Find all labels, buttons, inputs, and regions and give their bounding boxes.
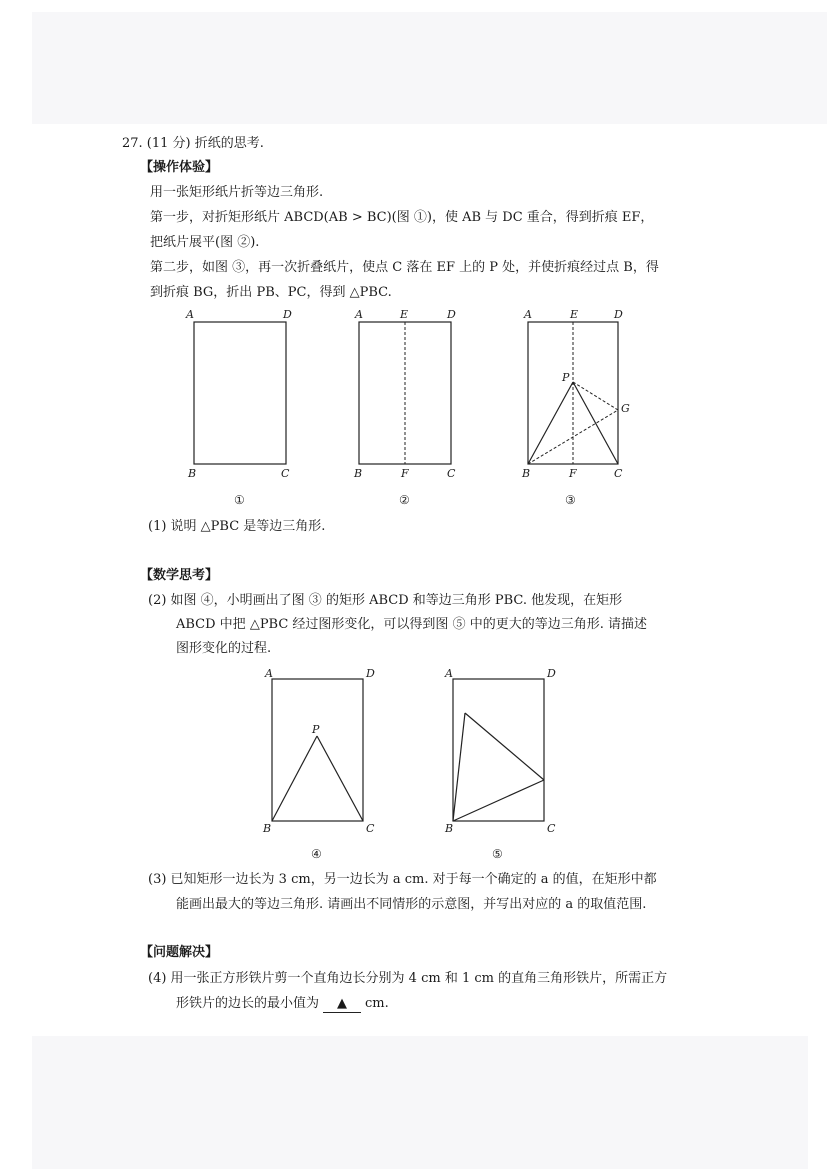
problem-heading: 27. (11 分) 折纸的思考.: [122, 136, 264, 151]
question-1: (1) 说明 △PBC 是等边三角形.: [148, 519, 326, 534]
question-2-line3: 图形变化的过程.: [176, 641, 272, 656]
question-4-line2: [176, 996, 389, 1013]
fig5-label-B: B: [445, 822, 454, 835]
section-solve-title: 【问题解决】: [140, 945, 219, 960]
section-operation-title: 【操作体验】: [140, 160, 219, 175]
step1-line1: 第一步，对折矩形纸片 ABCD(AB > BC)(图 ①)，使 AB 与 DC 重合，得到折痕 EF，: [150, 210, 654, 225]
fig4-caption: ④: [311, 847, 322, 861]
fig1-label-D: D: [283, 308, 292, 321]
step2-line1: 第二步，如图 ③，再一次折叠纸片，使点 C 落在 EF 上的 P 处，并使折痕经过点 B，得: [150, 260, 659, 275]
fig4-label-C: C: [366, 822, 375, 835]
fig3-label-F: F: [569, 467, 577, 480]
section-math-title: 【数学思考】: [140, 568, 219, 583]
figure-5: [444, 667, 556, 861]
answer-blank[interactable]: ▲: [323, 996, 361, 1013]
question-4-prefix: 形铁片的边长的最小值为: [176, 996, 320, 1011]
fig5-caption: ⑤: [492, 847, 503, 861]
fig3-caption: ③: [565, 493, 576, 507]
question-3-line2: 能画出最大的等边三角形. 请画出不同情形的示意图，并写出对应的 a 的取值范围.: [176, 897, 647, 912]
fig1-label-C: C: [281, 467, 290, 480]
fig3-label-A: A: [524, 308, 532, 321]
fig2-label-B: B: [354, 467, 363, 480]
fig5-label-C: C: [547, 822, 556, 835]
fig4-label-A: A: [265, 667, 273, 680]
fig1-label-B: B: [188, 467, 197, 480]
fig2-label-A: A: [355, 308, 363, 321]
fig3-label-E: E: [570, 308, 579, 321]
fig1-caption: ①: [234, 493, 245, 507]
question-3-line1: (3) 已知矩形一边长为 3 cm，另一边长为 a cm. 对于每一个确定的 a 的值，在矩形中都: [148, 872, 657, 887]
fig2-label-C: C: [447, 467, 456, 480]
step1-line2: 把纸片展平(图 ②).: [150, 235, 260, 250]
fig2-label-D: D: [447, 308, 456, 321]
fig5-label-D: D: [547, 667, 556, 680]
question-2-line1: (2) 如图 ④，小明画出了图 ③ 的矩形 ABCD 和等边三角形 PBC. 他发现，在矩形: [148, 593, 623, 608]
fig2-label-E: E: [400, 308, 409, 321]
question-4-line1: (4) 用一张正方形铁片剪一个直角边长分别为 4 cm 和 1 cm 的直角三角形铁片，所需正方: [148, 971, 668, 986]
fig3-label-P: P: [562, 371, 570, 384]
figure-3: [521, 308, 630, 507]
fig5-label-A: A: [445, 667, 453, 680]
fig2-caption: ②: [399, 493, 410, 507]
fig3-label-B: B: [522, 467, 531, 480]
intro-text: 用一张矩形纸片折等边三角形.: [150, 185, 324, 200]
fig1-label-A: A: [186, 308, 194, 321]
question-2-line2: ABCD 中把 △PBC 经过图形变化，可以得到图 ⑤ 中的更大的等边三角形. 请描述: [176, 617, 647, 632]
figure-2: [353, 308, 456, 507]
fig4-label-D: D: [366, 667, 375, 680]
fig4-label-B: B: [263, 822, 272, 835]
figure-1: [185, 308, 292, 507]
step2-line2: 到折痕 BG，折出 PB、PC，得到 △PBC.: [150, 285, 392, 300]
fig2-label-F: F: [401, 467, 409, 480]
fig4-label-P: P: [312, 723, 320, 736]
figure-4: [262, 667, 375, 861]
question-4-unit: cm.: [365, 996, 389, 1011]
fig3-label-G: G: [621, 402, 630, 415]
fig3-label-C: C: [614, 467, 623, 480]
fig3-label-D: D: [614, 308, 623, 321]
